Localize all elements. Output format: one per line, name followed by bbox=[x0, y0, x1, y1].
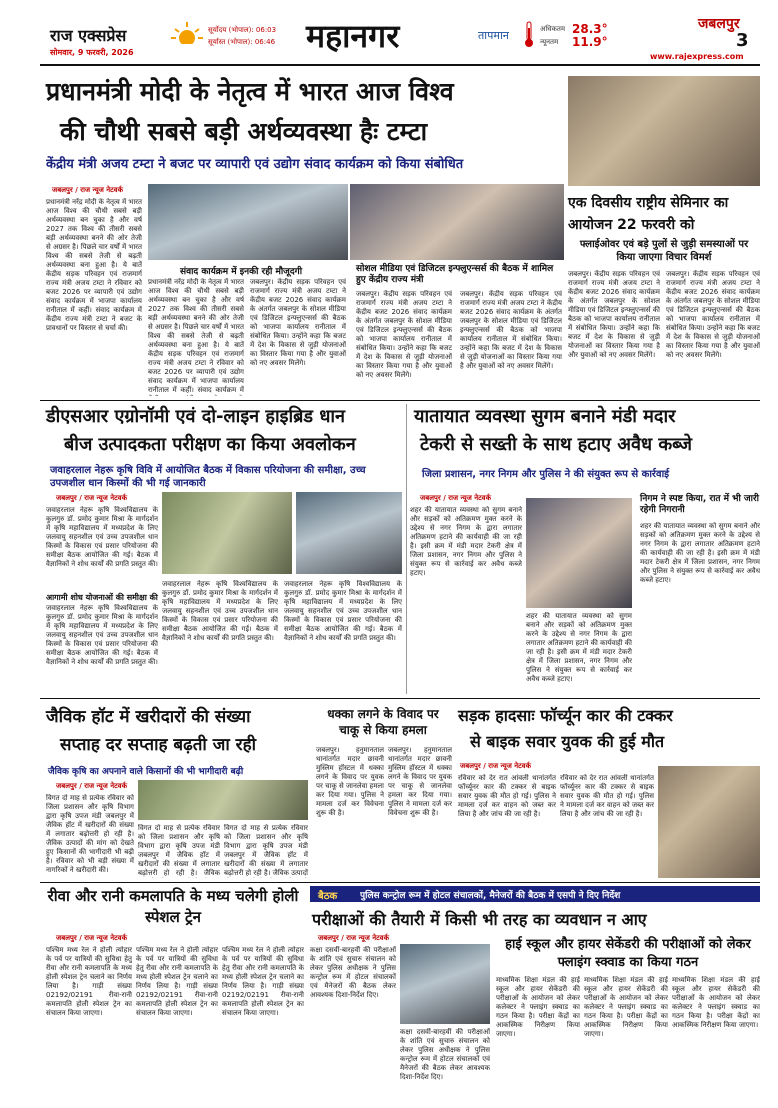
masthead-rule bbox=[40, 64, 760, 66]
flying-body: माध्यमिक शिक्षा मंडल की हाई स्कूल और हायर सेकेंडरी की परीक्षाओं के आयोजन को लेकर कलेक्टर ने फ्लाइंग स्क्वाड का गठन किया है। परीक्षा केंद्रों का आकस्मिक निरीक्षण किया जाएगा। bbox=[496, 976, 580, 1038]
flying-body-2: माध्यमिक शिक्षा मंडल की हाई स्कूल और हायर सेकेंडरी की परीक्षाओं के आयोजन को लेकर कलेक्टर ने फ्लाइंग स्क्वाड का गठन किया है। परीक्षा केंद्रों का आकस्मिक निरीक्षण किया जाएगा। bbox=[584, 976, 668, 1038]
lead-body: प्रधानमंत्री नरेंद्र मोदी के नेतृत्व में भारत आज विश्व की चौथी सबसे बड़ी अर्थव्यवस्था बन चुका है और वर्ष 2027 तक विश्व की तीसरी सबसे बड़ी अर्थव्यवस्था बनने की ओर तेजी से अग्रसर है। पिछले चार वर्षों में भारत विश्व की सबसे तेजी से बढ़ती अर्थव्यवस्था बना हुआ है। ये बातें केंद्रीय सड़क परिवहन एवं राजमार्ग राज्य मंत्री अजय टम्टा ने रविवार को बजट 2026 पर व्यापारी एवं उद्योग संवाद कार्यक्रम में भाजपा कार्यालय रानीताल में कहीं। संवाद कार्यक्रम में केंद्रीय राज्य मंत्री टम्टा ने बजट के प्रावधानों पर विस्तार से चर्चा की। bbox=[46, 198, 142, 332]
exam-kicker-text: पुलिस कन्ट्रोल रूम में होटल संचालकों, मैनेजरों की बैठक में एसपी ने दिए निर्देश bbox=[360, 891, 621, 901]
traffic-body-3: शहर की यातायात व्यवस्था को सुगम बनाने और सड़कों को अतिक्रमण मुक्त करने के उद्देश्य से नगर निगम के द्वारा लगातार अतिक्रमण हटाने की कार्यवाही की जा रही है। इसी क्रम में मंडी मदार टेकरी क्षेत्र में जिला प्रशासन, नगर निगम और पुलिस ने संयुक्त रूप से कार्रवाई कर अवैध कब्जे हटाए। bbox=[640, 522, 760, 584]
section-title: महानगर bbox=[306, 17, 400, 55]
seminar-headline: एक दिवसीय राष्ट्रीय सेमिनार का आयोजन 22 फरवरी को bbox=[568, 195, 729, 233]
dsr-body-3: जवाहरलाल नेहरू कृषि विश्वविद्यालय के कुलगुरु डॉ. प्रमोद कुमार मिश्रा के मार्गदर्शन में कृषि महाविद्यालय में मध्यप्रदेश के लिए जलवायु सहनशील एवं उच्च उपजशील धान किस्मों के विकास एवं प्रसार परियोजना की समीक्षा बैठक आयोजित की गई। बैठक में वैज्ञानिकों ने शोध कार्यों की प्रगति प्रस्तुत की। bbox=[162, 580, 278, 642]
exam-byline: जबलपुर / राज न्यूज नेटवर्क bbox=[318, 934, 389, 942]
knife-body: जबलपुर। हनुमानताल थानांतर्गत मदार छावनी मुस्लिम हॉस्टल में धक्का लगने के विवाद पर युवक पर चाकू से जानलेवा हमला कर दिया गया। पुलिस ने मामला दर्ज कर विवेचना शुरू की है। bbox=[316, 746, 384, 817]
col-divider bbox=[406, 404, 407, 694]
dsr-sidehead: आगामी शोध योजनाओं की समीक्षा की bbox=[46, 593, 158, 602]
row2-rule bbox=[40, 698, 760, 699]
traffic-subhead: जिला प्रशासन, नगर निगम और पुलिस ने की संयुक्त रूप से कार्रवाई bbox=[422, 469, 670, 480]
organic-body-3: विगत दो माह से प्रत्येक रविवार को जिला प्रशासन और कृषि विभाग द्वारा कृषि उपज मंडी जबलपुर में जैविक हॉट में खरीदारों की संख्या में लगातार बढ़ोत्तरी हो रही है। जैविक उत्पादों bbox=[224, 824, 308, 877]
sun-icon bbox=[170, 20, 204, 44]
exam-headline: परीक्षाओं की तैयारी में किसी भी तरह का व्यवधान न आए bbox=[312, 910, 647, 929]
organic-headline-2: सप्ताह दर सप्ताह बढ़ती जा रही bbox=[60, 735, 257, 755]
exam-body-2: कक्षा दसवीं-बारहवीं की परीक्षाओं के शांति एवं सुचारु संचालन को लेकर पुलिस अधीक्षक ने पुलिस कन्ट्रोल रूम में होटल संचालकों एवं मैनेजरों की बैठक लेकर आवश्यक दिशा-निर्देश दिए। bbox=[400, 1028, 490, 1081]
lead-body-col5: जबलपुर। केंद्रीय सड़क परिवहन एवं राजमार्ग राज्य मंत्री अजय टम्टा ने केंद्रीय बजट 2026 संवाद कार्यक्रम के अंतर्गत जबलपुर के सोशल मीडिया एवं डिजिटल इन्फ्लुएन्सर्स की बैठक को भाजपा कार्यालय रानीताल में संबोधित किया। उन्होंने कहा कि बजट में देश के विकास से जुड़ी योजनाओं का विस्तार किया गया है और युवाओं को नए अवसर मिलेंगे। bbox=[460, 290, 562, 370]
page-number: 3 bbox=[736, 30, 749, 51]
exam-kicker: बैठक bbox=[318, 891, 338, 902]
dsr-body-2: जवाहरलाल नेहरू कृषि विश्वविद्यालय के कुलगुरु डॉ. प्रमोद कुमार मिश्रा के मार्गदर्शन में कृषि महाविद्यालय में मध्यप्रदेश के लिए जलवायु सहनशील एवं उच्च उपजशील धान किस्मों के विकास एवं प्रसार परियोजना की समीक्षा बैठक आयोजित की गई। बैठक में वैज्ञानिकों ने शोध कार्यों की प्रगति प्रस्तुत की। bbox=[46, 604, 158, 666]
rewa-body-2: पश्चिम मध्य रेल ने होली त्योहार के पर्व पर यात्रियों की सुविधा हेतु रीवा और रानी कमलापति के मध्य होली स्पेशल ट्रेन चलाने का निर्णय लिया है। गाड़ी संख्या 02192/02191 रीवा-रानी कमलापति होली स्पेशल ट्रेन का संचालन किया जाएगा। bbox=[136, 946, 218, 1017]
traffic-body: शहर की यातायात व्यवस्था को सुगम बनाने और सड़कों को अतिक्रमण मुक्त करने के उद्देश्य से नगर निगम के द्वारा लगातार अतिक्रमण हटाने की कार्यवाही की जा रही है। इसी क्रम में मंडी मदार टेकरी क्षेत्र में जिला प्रशासन, नगर निगम और पुलिस ने संयुक्त रूप से कार्रवाई कर अवैध कब्जे हटाए। bbox=[410, 506, 522, 577]
sunset: सूर्यास्त (भोपाल): 06:46 bbox=[208, 38, 276, 46]
organic-subhead: जैविक कृषि का अपनाने वाले किसानों की भी भागीदारी बढ़ी bbox=[48, 767, 244, 777]
lead-photo-audience bbox=[350, 184, 564, 260]
lead-caption-1: संवाद कार्यक्रम में इनकी रही मौजूदगी bbox=[180, 267, 303, 277]
lead-photo-main bbox=[148, 184, 348, 260]
lead-byline: जबलपुर / राज न्यूज नेटवर्क bbox=[52, 186, 123, 194]
lead-photo-right bbox=[568, 76, 760, 186]
knife-body-2: जबलपुर। हनुमानताल थानांतर्गत मदार छावनी मुस्लिम हॉस्टल में धक्का लगने के विवाद पर युवक पर चाकू से जानलेवा हमला कर दिया गया। पुलिस ने मामला दर्ज कर विवेचना शुरू की है। bbox=[388, 746, 452, 817]
lead-headline-1: प्रधानमंत्री मोदी के नेतृत्व में भारत आज विश्व bbox=[46, 77, 454, 106]
exam-body: कक्षा दसवीं-बारहवीं की परीक्षाओं के शांति एवं सुचारु संचालन को लेकर पुलिस अधीक्षक ने पुलिस कन्ट्रोल रूम में होटल संचालकों एवं मैनेजरों की बैठक लेकर आवश्यक दिशा-निर्देश दिए। bbox=[310, 946, 396, 999]
min-temp: 11.9° bbox=[572, 35, 608, 49]
knife-headline: धक्का लगने के विवाद पर चाकू से किया हमला bbox=[327, 707, 439, 737]
rewa-headline: रीवा और रानी कमलापति के मध्य चलेगी होली स्पेशल ट्रेन bbox=[47, 887, 299, 926]
rewa-body-3: पश्चिम मध्य रेल ने होली त्योहार के पर्व पर यात्रियों की सुविधा हेतु रीवा और रानी कमलापति के मध्य होली स्पेशल ट्रेन चलाने का निर्णय लिया है। गाड़ी संख्या 02192/02191 रीवा-रानी कमलापति होली स्पेशल ट्रेन का संचालन किया जाएगा। bbox=[222, 946, 304, 1017]
organic-byline: जबलपुर / राज न्यूज नेटवर्क bbox=[56, 782, 127, 790]
traffic-byline: जबलपुर / राज न्यूज नेटवर्क bbox=[420, 494, 491, 502]
seminar-body-2: जबलपुर। केंद्रीय सड़क परिवहन एवं राजमार्ग राज्य मंत्री अजय टम्टा ने केंद्रीय बजट 2026 संवाद कार्यक्रम के अंतर्गत जबलपुर के सोशल मीडिया एवं डिजिटल इन्फ्लुएन्सर्स की बैठक को भाजपा कार्यालय रानीताल में संबोधित किया। उन्होंने कहा कि बजट में देश के विकास से जुड़ी योजनाओं का विस्तार किया गया है और युवाओं को नए अवसर मिलेंगे। bbox=[666, 270, 760, 359]
dsr-headline-1: डीएसआर एग्रोनॉमी एवं दो-लाइन हाइब्रिड धान bbox=[46, 406, 346, 427]
seminar-body: जबलपुर। केंद्रीय सड़क परिवहन एवं राजमार्ग राज्य मंत्री अजय टम्टा ने केंद्रीय बजट 2026 संवाद कार्यक्रम के अंतर्गत जबलपुर के सोशल मीडिया एवं डिजिटल इन्फ्लुएन्सर्स की बैठक को भाजपा कार्यालय रानीताल में संबोधित किया। उन्होंने कहा कि बजट में देश के विकास से जुड़ी योजनाओं का विस्तार किया गया है और युवाओं को नए अवसर मिलेंगे। bbox=[568, 270, 660, 359]
website[interactable]: www.rajexpress.com bbox=[650, 52, 744, 61]
max-label: अधिकतम bbox=[540, 25, 566, 33]
city-name: जबलपुर bbox=[698, 16, 740, 32]
lead-caption-2: सोशल मीडिया एवं डिजिटल इन्फ्लुएन्सर्स की बैठक में शामिल हुए केंद्रीय राज्य मंत्री bbox=[356, 264, 554, 285]
paper-name: राज एक्सप्रेस bbox=[50, 26, 127, 45]
accident-byline: जबलपुर / राज न्यूज नेटवर्क bbox=[460, 762, 531, 770]
seminar-subhead: फ्लाईओवर एवं बड़े पुलों से जुड़ी समस्याओं पर किया जाएगा विचार विमर्श bbox=[579, 239, 749, 263]
max-temp: 28.3° bbox=[572, 22, 608, 36]
accident-headline-2: से बाइक सवार युवक की हुई मौत bbox=[470, 732, 665, 751]
rewa-body: पश्चिम मध्य रेल ने होली त्योहार के पर्व पर यात्रियों की सुविधा हेतु रीवा और रानी कमलापति के मध्य होली स्पेशल ट्रेन चलाने का निर्णय लिया है। गाड़ी संख्या 02192/02191 रीवा-रानी कमलापति होली स्पेशल ट्रेन का संचालन किया जाएगा। bbox=[46, 946, 132, 1017]
organic-body-2: विगत दो माह से प्रत्येक रविवार को जिला प्रशासन और कृषि विभाग द्वारा कृषि उपज मंडी जबलपुर में जैविक हॉट में खरीदारों की संख्या में लगातार बढ़ोत्तरी हो रही है। जैविक bbox=[138, 824, 220, 877]
dsr-subhead: जवाहरलाल नेहरू कृषि विवि में आयोजित बैठक में विकास परियोजना की समीक्षा, उच्च उपजशील धान किस्मों की भी गई जानकारी bbox=[50, 465, 366, 489]
organic-photo bbox=[138, 780, 308, 820]
accident-body: रविवार को देर रात आंवली थानांतर्गत फॉर्च्यूनर कार की टक्कर से बाइक सवार युवक की मौत हो गई। पुलिस ने मामला दर्ज कर वाहन को जब्त कर लिया है और जांच की जा रही है। bbox=[458, 774, 556, 818]
lead-subhead: केंद्रीय मंत्री अजय टम्टा ने बजट पर व्यापारी एवं उद्योग संवाद कार्यक्रम को किया संबोधित bbox=[46, 157, 464, 172]
lead-body-col3: जबलपुर। केंद्रीय सड़क परिवहन एवं राजमार्ग राज्य मंत्री अजय टम्टा ने केंद्रीय बजट 2026 संवाद कार्यक्रम के अंतर्गत जबलपुर के सोशल मीडिया एवं डिजिटल इन्फ्लुएन्सर्स की बैठक को भाजपा कार्यालय रानीताल में संबोधित किया। उन्होंने कहा कि बजट में देश के विकास से जुड़ी योजनाओं का विस्तार किया गया है और युवाओं को नए अवसर मिलेंगे। bbox=[250, 278, 346, 367]
row3-rule bbox=[40, 882, 760, 883]
thermometer-icon bbox=[523, 20, 535, 48]
dsr-photo-2 bbox=[296, 492, 402, 574]
exam-photo bbox=[400, 944, 490, 1024]
min-label: न्यूनतम bbox=[540, 38, 559, 46]
dsr-body-4: जवाहरलाल नेहरू कृषि विश्वविद्यालय के कुलगुरु डॉ. प्रमोद कुमार मिश्रा के मार्गदर्शन में कृषि महाविद्यालय में मध्यप्रदेश के लिए जलवायु सहनशील एवं उच्च उपजशील धान किस्मों के विकास एवं प्रसार परियोजना की समीक्षा बैठक आयोजित की गई। बैठक में वैज्ञानिकों ने शोध कार्यों की प्रगति प्रस्तुत की। bbox=[284, 580, 402, 642]
lead-headline-2: की चौथी सबसे बड़ी अर्थव्यवस्था हैः टम्टा bbox=[60, 117, 428, 146]
traffic-headline-2: टेकरी से सख्ती के साथ हटाए अवैध कब्जे bbox=[420, 434, 692, 455]
lead-body-col2: प्रधानमंत्री नरेंद्र मोदी के नेतृत्व में भारत आज विश्व की चौथी सबसे बड़ी अर्थव्यवस्था बन चुका है और वर्ष 2027 तक विश्व की तीसरी सबसे बड़ी अर्थव्यवस्था बनने की ओर तेजी से अग्रसर है। पिछले चार वर्षों में भारत विश्व की सबसे तेजी से बढ़ती अर्थव्यवस्था बना हुआ है। ये बातें केंद्रीय सड़क परिवहन एवं राजमार्ग राज्य मंत्री अजय टम्टा ने रविवार को बजट 2026 पर व्यापारी एवं उद्योग संवाद कार्यक्रम में भाजपा कार्यालय रानीताल में कहीं। संवाद कार्यक्रम में bbox=[148, 278, 244, 394]
dsr-byline: जबलपुर / राज न्यूज नेटवर्क bbox=[56, 494, 127, 502]
accident-photo bbox=[658, 766, 760, 878]
sunrise: सूर्योदय (भोपाल): 06:03 bbox=[208, 26, 277, 34]
dsr-body: जवाहरलाल नेहरू कृषि विश्वविद्यालय के कुलगुरु डॉ. प्रमोद कुमार मिश्रा के मार्गदर्शन में कृषि महाविद्यालय में मध्यप्रदेश के लिए जलवायु सहनशील एवं उच्च उपजशील धान किस्मों के विकास एवं प्रसार परियोजना की समीक्षा बैठक आयोजित की गई। बैठक में वैज्ञानिकों ने शोध कार्यों की प्रगति प्रस्तुत की। bbox=[46, 506, 158, 568]
traffic-photo bbox=[526, 498, 632, 608]
lead-body-col4: जबलपुर। केंद्रीय सड़क परिवहन एवं राजमार्ग राज्य मंत्री अजय टम्टा ने केंद्रीय बजट 2026 संवाद कार्यक्रम के अंतर्गत जबलपुर के सोशल मीडिया एवं डिजिटल इन्फ्लुएन्सर्स की बैठक को भाजपा कार्यालय रानीताल में संबोधित किया। उन्होंने कहा कि बजट में देश के विकास से जुड़ी योजनाओं का विस्तार किया गया है और युवाओं को नए अवसर मिलेंगे। bbox=[356, 290, 452, 379]
flying-body-3: माध्यमिक शिक्षा मंडल की हाई स्कूल और हायर सेकेंडरी की परीक्षाओं के आयोजन को लेकर कलेक्टर ने फ्लाइंग स्क्वाड का गठन किया है। परीक्षा केंद्रों का आकस्मिक निरीक्षण किया जाएगा। bbox=[672, 976, 760, 1029]
traffic-headline-1: यातायात व्यवस्था सुगम बनाने मंडी मदार bbox=[414, 406, 676, 427]
flying-headline: हाई स्कूल और हायर सेकेंडरी की परीक्षाओं को लेकर फ्लाइंग स्क्वाड का किया गठन bbox=[505, 937, 751, 970]
dsr-photo-1 bbox=[162, 492, 292, 574]
masthead bbox=[0, 0, 778, 66]
temp-label: तापमान bbox=[478, 29, 509, 42]
accident-headline-1: सड़क हादसाः फॉर्च्यून कार की टक्कर bbox=[458, 706, 673, 725]
accident-body-2: रविवार को देर रात आंवली थानांतर्गत फॉर्च्यूनर कार की टक्कर से बाइक सवार युवक की मौत हो गई। पुलिस ने मामला दर्ज कर वाहन को जब्त कर लिया है और जांच की जा रही है। bbox=[560, 774, 654, 818]
organic-headline-1: जैविक हॉट में खरीदारों की संख्या bbox=[46, 707, 251, 727]
row1-rule bbox=[40, 400, 760, 401]
traffic-body-2: शहर की यातायात व्यवस्था को सुगम बनाने और सड़कों को अतिक्रमण मुक्त करने के उद्देश्य से नगर निगम के द्वारा लगातार अतिक्रमण हटाने की कार्यवाही की जा रही है। इसी क्रम में मंडी मदार टेकरी क्षेत्र में जिला प्रशासन, नगर निगम और पुलिस ने संयुक्त रूप से कार्रवाई कर अवैध कब्जे हटाए। bbox=[526, 612, 632, 683]
dsr-headline-2: बीज उत्पादकता परीक्षण का किया अवलोकन bbox=[64, 434, 356, 455]
date-line: सोमवार, 9 फरवरी, 2026 bbox=[50, 48, 134, 57]
rewa-byline: जबलपुर / राज न्यूज नेटवर्क bbox=[56, 934, 127, 942]
traffic-sidehead: निगम ने स्पष्ट किया, रात में भी जारी रहेगी निगरानी bbox=[640, 494, 759, 515]
organic-body: विगत दो माह से प्रत्येक रविवार को जिला प्रशासन और कृषि विभाग द्वारा कृषि उपज मंडी जबलपुर में जैविक हॉट में खरीदारों की संख्या में लगातार बढ़ोत्तरी हो रही है। जैविक उत्पादों की मांग को देखते हुए किसानों की भागीदारी भी बढ़ी है। रविवार को भी बड़ी संख्या में नागरिकों ने खरीदारी की। bbox=[46, 794, 134, 874]
